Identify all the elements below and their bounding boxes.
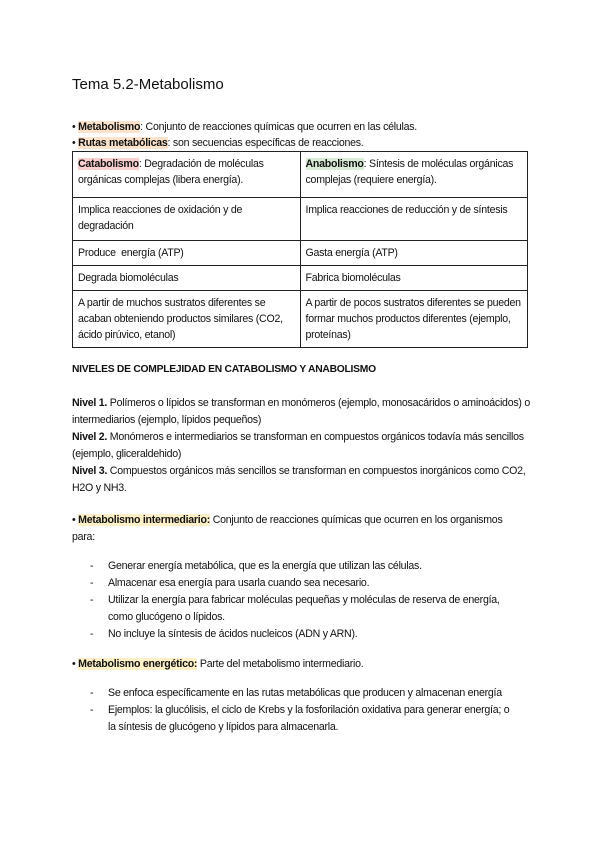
table-cell: A partir de pocos sustratos diferentes se pueden formar muchos productos diferentes (ejemplo, proteínas)	[300, 291, 528, 348]
nivel-item	[72, 429, 534, 463]
cell-text: : Degradación de moléculas orgánicas complejas (libera energía).	[78, 158, 264, 186]
nivel-label: Nivel 3.	[72, 465, 108, 477]
list-item	[72, 558, 512, 575]
niveles-list	[72, 395, 534, 497]
dash-bullet: -	[90, 577, 94, 589]
definition-text: : Conjunto de reacciones químicas que ocurren en las células.	[140, 121, 418, 133]
list-item-text: Almacenar esa energía para usarla cuando sea necesario.	[108, 577, 370, 589]
table-cell: Gasta energía (ATP)	[300, 241, 528, 266]
term: Catabolismo	[78, 158, 139, 170]
dash-bullet: -	[90, 687, 94, 699]
table-row	[73, 152, 528, 198]
nivel-item	[72, 463, 534, 497]
definition-text: : son secuencias específicas de reacciones.	[167, 137, 364, 149]
table-cell-catabolismo	[73, 152, 301, 198]
list-item	[72, 575, 512, 592]
paragraph-text: Parte del metabolismo intermediario.	[197, 658, 364, 670]
nivel-label: Nivel 1.	[72, 397, 108, 409]
energetico-list	[72, 685, 512, 736]
dash-bullet: -	[90, 704, 94, 716]
list-item	[72, 592, 512, 626]
section-heading: NIVELES DE COMPLEJIDAD EN CATABOLISMO Y ANABOLISMO	[72, 364, 376, 375]
table-cell-anabolismo	[300, 152, 528, 198]
list-item-text: Utilizar la energía para fabricar moléculas pequeñas y moléculas de reserva de energía, como glucógeno o lípidos.	[108, 594, 500, 623]
nivel-text: Compuestos orgánicos más sencillos se transforman en compuestos inorgánicos como CO2, H2O y NH3.	[72, 465, 526, 494]
dash-bullet: -	[90, 594, 94, 606]
table-row	[73, 198, 528, 241]
term: Metabolismo energético:	[78, 658, 198, 670]
table-cell: Implica reacciones de reducción y de síntesis	[300, 198, 528, 241]
dash-bullet: -	[90, 628, 94, 640]
bullet: •	[72, 137, 76, 149]
term: Metabolismo intermediario:	[78, 514, 211, 526]
list-item-text: No incluye la síntesis de ácidos nucleicos (ADN y ARN).	[108, 628, 358, 640]
page-title: Tema 5.2-Metabolismo	[72, 76, 224, 93]
bullet: •	[72, 658, 76, 670]
list-item	[72, 626, 512, 643]
term: Anabolismo	[305, 158, 364, 170]
table-row	[73, 291, 528, 348]
list-item	[72, 702, 512, 736]
table-cell: Degrada biomoléculas	[73, 266, 301, 291]
table-row	[73, 266, 528, 291]
definition-metabolismo	[72, 119, 417, 135]
cell-text: : Síntesis de moléculas orgánicas complejas (requiere energía).	[305, 158, 514, 186]
table-cell: Fabrica biomoléculas	[300, 266, 528, 291]
bullet: •	[72, 121, 76, 133]
list-item-text: Ejemplos: la glucólisis, el ciclo de Krebs y la fosforilación oxidativa para generar energía; o la síntesis de glucógeno y lípidos para almacenarla.	[108, 704, 510, 733]
list-item-text: Se enfoca específicamente en las rutas metabólicas que producen y almacenan energía	[108, 687, 502, 699]
energetico-paragraph	[72, 656, 522, 673]
table-cell: Implica reacciones de oxidación y de degradación	[73, 198, 301, 241]
intermediario-list	[72, 558, 512, 643]
list-item	[72, 685, 512, 702]
table-row	[73, 241, 528, 266]
table-cell: Produce energía (ATP)	[73, 241, 301, 266]
definitions	[72, 119, 417, 151]
paragraph-text: Conjunto de reacciones químicas que ocurren en los organismos para:	[72, 514, 503, 543]
nivel-text: Polímeros o lípidos se transforman en monómeros (ejemplo, monosacáridos o aminoácidos) o intermediarios (ejemplo, lípidos pequeños)	[72, 397, 531, 426]
definition-rutas	[72, 135, 417, 151]
intermediario-paragraph	[72, 512, 522, 546]
comparison-table	[72, 151, 528, 348]
bullet: •	[72, 514, 76, 526]
dash-bullet: -	[90, 560, 94, 572]
table-cell: A partir de muchos sustratos diferentes se acaban obteniendo productos similares (CO2, ácido pirúvico, etanol)	[73, 291, 301, 348]
nivel-item	[72, 395, 534, 429]
nivel-text: Monómeros e intermediarios se transforman en compuestos orgánicos todavía más sencillos (ejemplo, gliceraldehido)	[72, 431, 524, 460]
nivel-label: Nivel 2.	[72, 431, 108, 443]
term: Metabolismo	[78, 121, 141, 133]
list-item-text: Generar energía metabólica, que es la energía que utilizan las células.	[108, 560, 422, 572]
term: Rutas metabólicas	[78, 137, 168, 149]
